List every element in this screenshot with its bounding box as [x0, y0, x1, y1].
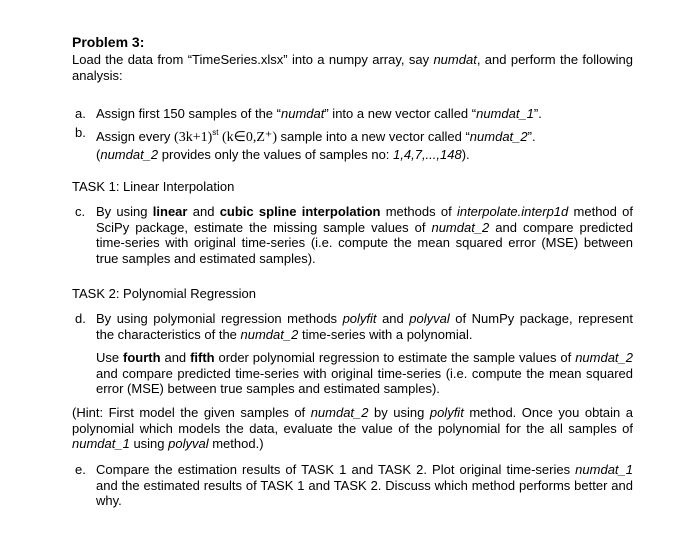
- text-segment: , and perform the following analysis:: [72, 52, 633, 83]
- paragraph-intro: [72, 52, 633, 83]
- text-segment: (3k+1): [174, 130, 213, 145]
- text-segment: ”.: [533, 106, 542, 121]
- paragraph-a: [96, 106, 633, 122]
- text-segment: numdat_2: [100, 147, 159, 162]
- text-segment: (k∈0,Z⁺): [218, 130, 281, 145]
- text-segment: and: [376, 311, 410, 326]
- text-segment: numdat_2: [575, 350, 634, 365]
- list-label-a: a.: [75, 106, 86, 121]
- paragraph-d: [96, 311, 633, 342]
- text-segment: numdat_1: [476, 106, 534, 121]
- text-segment: of NumPy package, represent the characteristics of the: [96, 311, 634, 342]
- text-segment: provides only the values of samples no:: [158, 147, 394, 162]
- text-segment: and the estimated results of TASK 1 and TASK 2. Discuss which method performs better and why.: [96, 477, 633, 509]
- text-segment: numdat: [433, 52, 477, 67]
- paragraph-b: [96, 125, 633, 146]
- text-segment: fifth: [190, 350, 215, 365]
- list-label-c: c.: [75, 204, 86, 219]
- text-segment: and: [187, 204, 220, 219]
- list-label-b: b.: [75, 125, 86, 140]
- paragraph-task1: [72, 179, 633, 195]
- text-segment: time-series with a polynomial.: [298, 326, 473, 342]
- text-segment: Assign every: [96, 129, 175, 144]
- text-segment: By using: [96, 204, 153, 219]
- text-segment: polyval: [409, 311, 450, 326]
- text-segment: using: [129, 436, 169, 452]
- text-segment: numdat_2: [310, 405, 369, 420]
- text-segment: numdat_1: [575, 462, 633, 477]
- text-segment: st: [212, 128, 219, 137]
- text-segment: Use: [96, 350, 124, 365]
- text-segment: ”.: [527, 129, 536, 144]
- text-segment: numdat_1: [72, 436, 130, 452]
- text-segment: linear: [152, 204, 188, 219]
- text-segment: polyval: [168, 436, 209, 452]
- text-segment: (Hint: First model the given samples of: [72, 405, 311, 420]
- text-segment: ).: [461, 147, 470, 162]
- text-segment: By using polymonial regression methods: [96, 311, 343, 326]
- text-segment: interpolate.interp1d: [456, 204, 569, 219]
- text-segment: method.): [208, 436, 264, 452]
- paragraph-b2: [96, 147, 633, 163]
- text-segment: Compare the estimation results of TASK 1 and TASK 2. Plot original time-series: [96, 462, 576, 477]
- text-segment: numdat_2: [431, 219, 490, 235]
- text-segment: numdat_2: [469, 129, 528, 144]
- paragraph-d2: [96, 350, 633, 397]
- text-segment: method. Once you obtain a polynomial which models the data, evaluate the value of the polynomial for the all samples of: [72, 405, 633, 436]
- text-segment: (: [96, 147, 101, 162]
- text-segment: and compare predicted time-series with original time-series (i.e. compute the mean squared error (MSE) between true samples and estimated samples).: [96, 365, 633, 397]
- text-segment: methods of: [380, 204, 457, 219]
- text-segment: numdat_2: [240, 326, 299, 342]
- text-segment: polyfit: [429, 405, 464, 420]
- text-segment: and: [160, 350, 191, 365]
- text-segment: sample into a new vector called “: [280, 129, 470, 144]
- paragraph-hint: [72, 405, 633, 452]
- text-segment: TASK 1: Linear Interpolation: [72, 179, 235, 194]
- text-segment: ” into a new vector called “: [324, 106, 477, 121]
- text-segment: 1,4,7,...,148: [393, 147, 462, 162]
- text-segment: method of SciPy package, estimate the missing sample values of: [96, 204, 633, 235]
- text-segment: order polynomial regression to estimate the sample values of: [214, 350, 576, 365]
- text-segment: and compare predicted time-series with original time-series (i.e. compute the mean squared error (MSE) between true samples and estimated samples).: [96, 219, 633, 267]
- paragraph-task2: [72, 286, 633, 302]
- text-segment: cubic spline interpolation: [219, 204, 381, 219]
- problem-title: Problem 3:: [72, 34, 145, 50]
- paragraph-e: [96, 462, 633, 509]
- text-segment: numdat: [280, 106, 325, 121]
- text-segment: Load the data from “TimeSeries.xlsx” into a numpy array, say: [72, 52, 434, 67]
- text-segment: TASK 2: Polynomial Regression: [72, 286, 257, 301]
- text-segment: Assign first 150 samples of the “: [96, 106, 281, 121]
- text-segment: fourth: [123, 350, 161, 365]
- text-segment: polyfit: [342, 311, 377, 326]
- paragraph-c: [96, 204, 633, 267]
- list-label-e: e.: [75, 462, 86, 477]
- list-label-d: d.: [75, 311, 86, 326]
- text-segment: by using: [368, 405, 430, 420]
